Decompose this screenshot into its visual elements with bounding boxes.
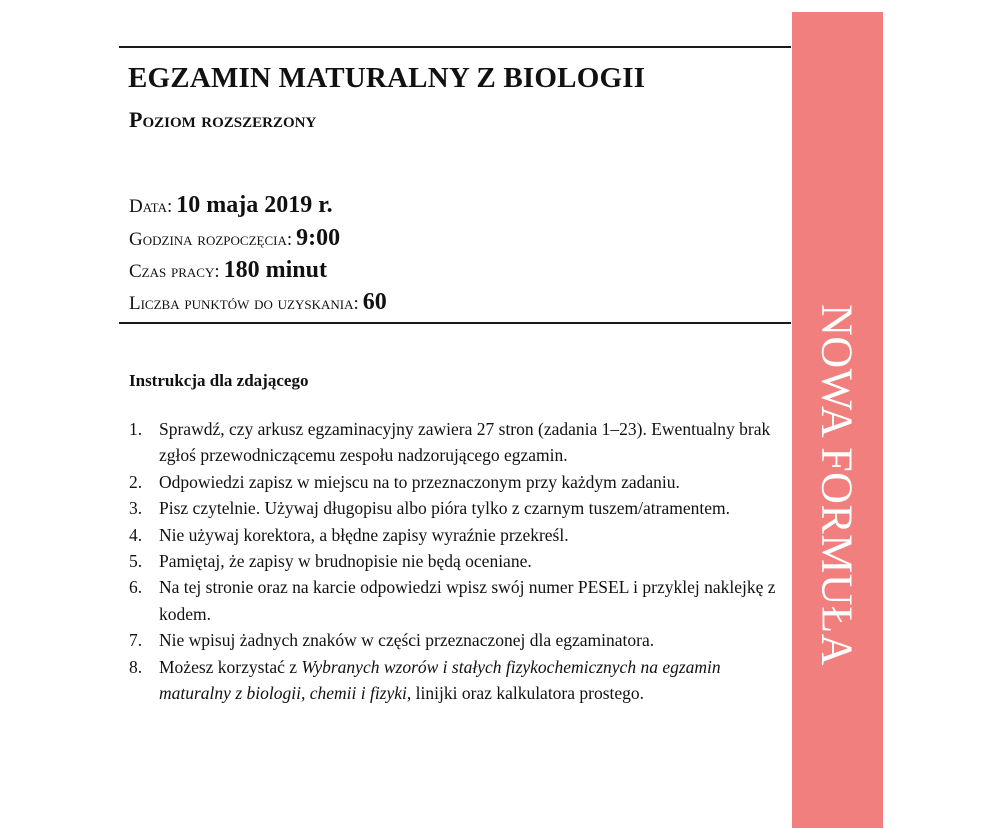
instruction-number: 8. bbox=[129, 656, 143, 677]
start-time-label: Godzina rozpoczęcia: bbox=[129, 229, 293, 250]
points-label: Liczba punktów do uzyskania: bbox=[129, 293, 359, 314]
points-value: 60 bbox=[362, 289, 387, 315]
date-value: 10 maja 2019 r. bbox=[176, 192, 333, 218]
instruction-text: Na tej stronie oraz na karcie odpowiedzi wpisz swój numer PESEL i przyklej naklejkę z kodem. bbox=[159, 577, 776, 624]
instruction-number: 7. bbox=[129, 630, 143, 651]
instruction-item bbox=[129, 574, 779, 627]
duration-value: 180 minut bbox=[223, 257, 327, 283]
instruction-item bbox=[129, 548, 779, 574]
instruction-item bbox=[129, 522, 779, 548]
instruction-item bbox=[129, 654, 779, 707]
instructions-heading: Instrukcja dla zdającego bbox=[129, 371, 309, 390]
instruction-item bbox=[129, 627, 779, 653]
instruction-item bbox=[129, 495, 779, 521]
exam-level: Poziom rozszerzony bbox=[129, 107, 317, 132]
side-banner-text: NOWA FORMUŁA bbox=[812, 304, 862, 666]
instruction-item bbox=[129, 416, 779, 469]
instruction-number: 3. bbox=[129, 498, 143, 519]
instruction-text: Nie wpisuj żadnych znaków w części przeznaczonej dla egzaminatora. bbox=[159, 630, 655, 651]
exam-title: EGZAMIN MATURALNY Z BIOLOGII bbox=[128, 62, 646, 94]
instruction-text-start: Możesz korzystać z bbox=[159, 656, 302, 677]
instruction-number: 5. bbox=[129, 551, 143, 572]
instruction-text: Pisz czytelnie. Używaj długopisu albo pióra tylko z czarnym tuszem/atramentem. bbox=[159, 498, 731, 519]
date-label: Data: bbox=[129, 196, 173, 217]
instruction-number: 2. bbox=[129, 471, 143, 492]
start-time-value: 9:00 bbox=[296, 225, 341, 251]
instruction-number: 4. bbox=[129, 524, 143, 545]
instruction-text: Sprawdź, czy arkusz egzaminacyjny zawiera 27 stron (zadania 1–23). Ewentualny brak zgłoś przewodniczącemu zespołu nadzorującego egzamin. bbox=[159, 419, 771, 466]
duration-row bbox=[129, 257, 327, 284]
instructions-list bbox=[129, 416, 779, 706]
instruction-text: Nie używaj korektora, a błędne zapisy wyraźnie przekreśl. bbox=[159, 524, 569, 545]
middle-rule bbox=[119, 322, 791, 324]
instruction-item bbox=[129, 469, 779, 495]
top-rule bbox=[119, 46, 791, 48]
instruction-text-italic: Wybranych wzorów i stałych fizykochemicznych na egzamin maturalny z biologii, chemii i fizyki bbox=[159, 656, 721, 704]
exam-date-row bbox=[129, 192, 333, 219]
start-time-row bbox=[129, 225, 340, 252]
points-row bbox=[129, 289, 387, 316]
instruction-number: 1. bbox=[129, 419, 143, 439]
instruction-text: Odpowiedzi zapisz w miejscu na to przeznaczonym przy każdym zadaniu. bbox=[159, 471, 680, 492]
instruction-text-end: , linijki oraz kalkulatora prostego. bbox=[406, 683, 645, 704]
instruction-text: Pamiętaj, że zapisy w brudnopisie nie będą oceniane. bbox=[159, 551, 532, 572]
instruction-number: 6. bbox=[129, 577, 143, 598]
duration-label: Czas pracy: bbox=[129, 261, 220, 282]
